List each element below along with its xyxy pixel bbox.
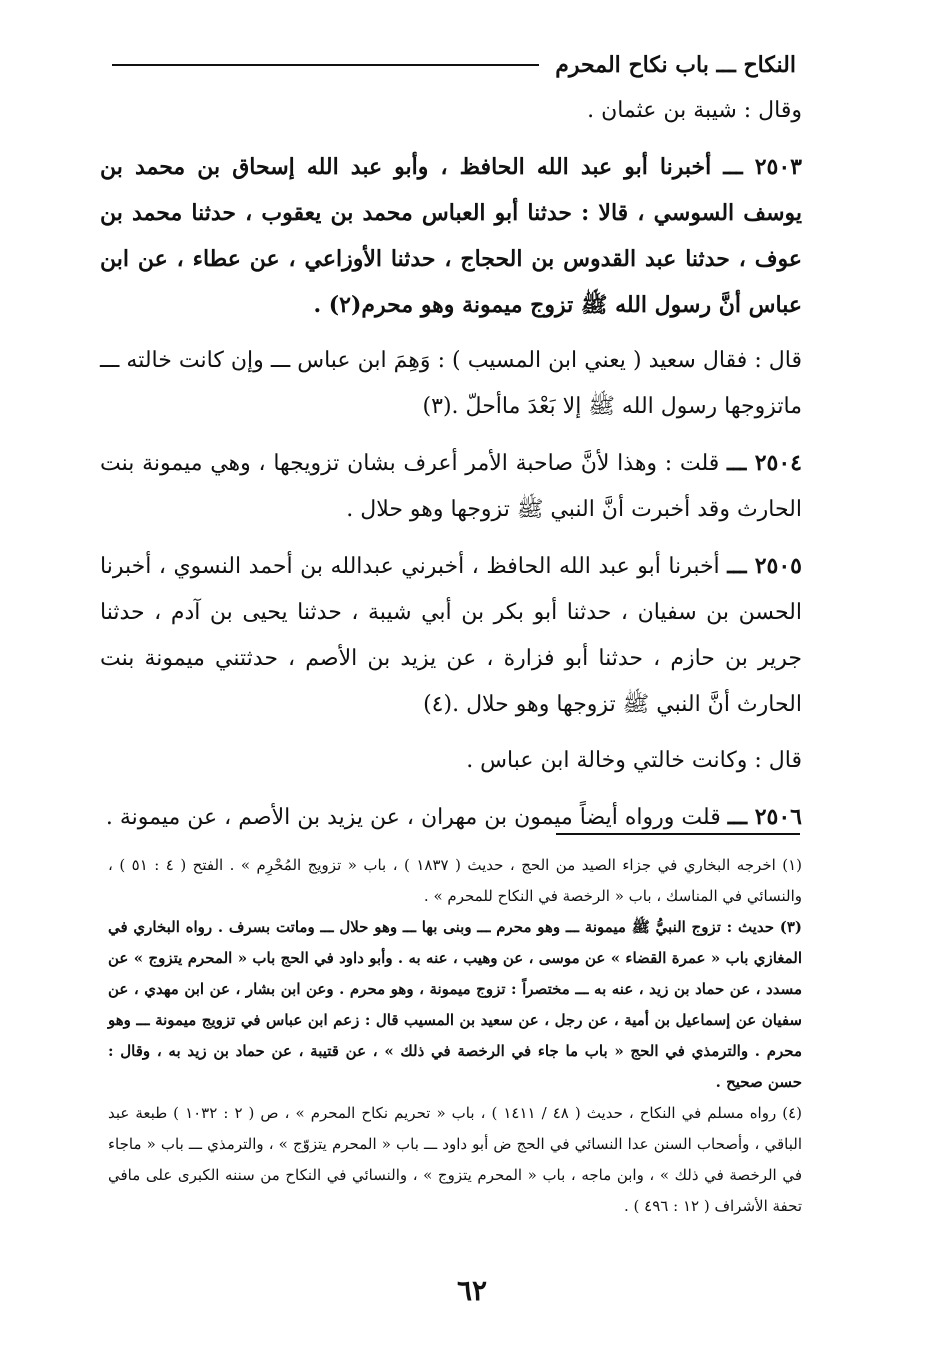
hadith-number: ٢٥٠٦ ـــ [727, 804, 802, 830]
hadith-number: ٢٥٠٥ ـــ [727, 553, 802, 579]
paragraph [100, 88, 802, 134]
footnote-1: (١) اخرجه البخاري في جزاء الصيد من الحج ، حديث ( ١٨٣٧ ) ، باب « تزويج المُحْرِم » . الفتح ( ٤ : ٥١ ) ، والنسائي في المناسك ، باب « الرخصة في النكاح للمحرم » . [108, 856, 803, 905]
header-rule [112, 64, 539, 66]
paragraph-text: قلت : وهذا لأنَّ صاحبة الأمر أعرف بشان تزويجها ، وهي ميمونة بنت الحارث وقد أخبرت أنَّ النبي ﷺ تزوجها وهو حلال . [100, 451, 802, 522]
paragraph-text: أخبرنا أبو عبد الله الحافظ ، أخبرني عبدالله بن أحمد النسوي ، أخبرنا الحسن بن سفيان ، حدثنا أبو بكر بن أبي شيبة ، حدثنا يحيى بن آدم ، حدثنا جرير بن حازم ، حدثنا أبو فزارة ، عن يزيد بن الأصم ، حدثتني ميمونة بنت الحارث أنَّ النبي ﷺ تزوجها وهو حلال .(٤) [100, 554, 802, 717]
running-header [112, 52, 796, 78]
paragraph [100, 338, 802, 430]
page-number: ٦٢ [456, 1274, 488, 1307]
footnote-3: (٣) حديث : تزوج النبيُّ ﷺ ميمونة ـــ وهو محرم ـــ وبنى بها ـــ وهو حلال ـــ وماتت بسرف . رواه البخاري في المغازي باب « عمرة القضاء » عن موسى ، عن وهيب ، عنه به . وأبو داود في الحج باب « المحرم يتزوج » عن مسدد ، عن حماد بن زيد ، عنه به ـــ مختصراً : تزوج ميمونة ، وهو محرم . وعن ابن بشار ، عن ابن مهدي ، عن سفيان عن إسماعيل بن أمية ، عن رجل ، عن سعيد بن المسيب قال : زعم ابن عباس في تزويج ميمونة ـــ وهو محرم . والترمذي في الحج « باب ما جاء في الرخصة في ذلك » ، عن قتيبة ، عن حماد بن زيد به ، وقال : حسن صحيح . [108, 918, 802, 1091]
main-text [100, 88, 802, 851]
paragraph-text: أخبرنا أبو عبد الله الحافظ ، وأبو عبد الله إسحاق بن محمد بن يوسف السوسي ، قالا : حدثنا أبو العباس محمد بن يعقوب ، حدثنا محمد بن عوف ، حدثنا عبد القدوس بن الحجاج ، حدثنا الأوزاعي ، عن عطاء ، عن ابن عباس أنَّ رسول الله ﷺ تزوج ميمونة وهو محرم(٢) . [100, 154, 802, 318]
paragraph [100, 738, 802, 784]
paragraph-text: قال : فقال سعيد ( يعني ابن المسيب ) : وَهِمَ ابن عباس ـــ وإن كانت خالته ـــ ماتزوجها رسول الله ﷺ إلا بَعْدَ ماأحلّ .(٣) [100, 348, 802, 419]
hadith-2504 [100, 440, 802, 533]
header-title: النكاح ـــ باب نكاح المحرم [555, 52, 796, 78]
hadith-2505 [100, 543, 802, 728]
footnote-rule [556, 833, 800, 835]
paragraph-text: وقال : شيبة بن عثمان . [587, 98, 802, 123]
hadith-number: ٢٥٠٣ ـــ [723, 154, 802, 180]
paragraph-text: قلت ورواه أيضاً ميمون بن مهران ، عن يزيد بن الأصم ، عن ميمونة . [105, 805, 721, 830]
hadith-number: ٢٥٠٤ ـــ [727, 450, 802, 476]
paragraph-text: قال : وكانت خالتي وخالة ابن عباس . [466, 748, 802, 773]
hadith-2503 [100, 144, 802, 328]
footnote-4: (٤) رواه مسلم في النكاح ، حديث ( ٤٨ / ١٤١١ ) ، باب « تحريم نكاح المحرم » ، ص ( ٢ : ١٠٣٢ ) طبعة عبد الباقي ، وأصحاب السنن عدا النسائي في الحج ض أبو داود ـــ باب « المحرم يتزوّج » ، والترمذي ـــ باب « ماجاء في الرخصة في ذلك » ، وابن ماجه ، باب « المحرم يتزوج » ، والنسائي في النكاح من سننه الكبرى على مافي تحفة الأشراف ( ١٢ : ٤٩٦ ) . [108, 1104, 803, 1215]
footnotes [108, 850, 802, 1222]
